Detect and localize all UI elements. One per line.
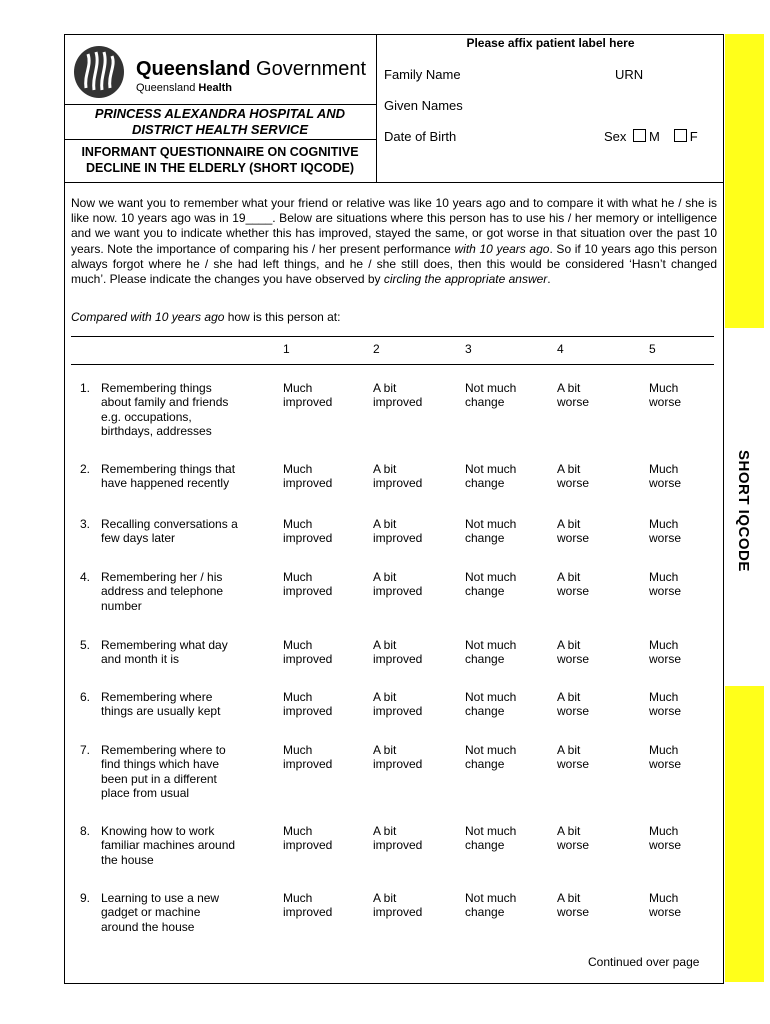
answer-option-line: A bit (557, 891, 581, 905)
question-line: number (101, 598, 142, 613)
answer-option-line: A bit (557, 570, 581, 584)
answer-option-line: improved (373, 652, 423, 667)
dob-label: Date of Birth (384, 129, 457, 144)
answer-option-line: improved (373, 838, 423, 853)
answer-option-line: Much (649, 381, 679, 395)
answer-option-2[interactable] (373, 570, 422, 599)
answer-option-line: Not much (465, 381, 517, 395)
answer-option-3[interactable] (465, 743, 516, 772)
answer-option-line: worse (557, 838, 590, 853)
yellow-tab-bottom (725, 686, 764, 982)
table-top-rule (71, 336, 714, 337)
answer-option-line: improved (373, 905, 423, 920)
answer-option-line: improved (283, 531, 333, 546)
answer-option-1[interactable] (283, 517, 332, 546)
question-line: place from usual (101, 786, 190, 801)
sex-field (604, 129, 698, 144)
answer-option-line: worse (557, 584, 590, 599)
answer-option-line: change (465, 757, 505, 772)
answer-option-3[interactable] (465, 462, 516, 491)
scale-header-5: 5 (649, 342, 656, 356)
answer-option-2[interactable] (373, 690, 422, 719)
answer-option-1[interactable] (283, 743, 332, 772)
answer-option-line: A bit (373, 743, 397, 757)
answer-option-3[interactable] (465, 638, 516, 667)
instructions-paragraph: Now we want you to remember what your friend or relative was like 10 years ago and to compare it with what he / she is like now. 10 years ago was in 19____. Below are situations where this person has to use his / her memory or intelligence and we want you to indicate whether this has improved, stayed the same, or got worse in that situation over the past 10 years. Note the importance of comparing his / her present performance with 10 years ago. So if 10 years ago this person always forgot where he / she had left things, and he / she still does, then this would be considered ‘Hasn’t changed much’. Please indicate the changes you have observed by circling the appropriate answer. (71, 196, 718, 287)
answer-option-line: Much (283, 570, 313, 584)
answer-option-line: worse (557, 652, 590, 667)
answer-option-line: Much (649, 891, 679, 905)
answer-option-2[interactable] (373, 381, 422, 410)
question-number: 2. (79, 462, 90, 476)
answer-option-line: worse (649, 838, 682, 853)
answer-option-line: A bit (557, 517, 581, 531)
answer-option-line: A bit (557, 824, 581, 838)
answer-option-line: change (465, 905, 505, 920)
queensland-health-logo (72, 44, 372, 100)
hospital-name: PRINCESS ALEXANDRA HOSPITAL AND DISTRICT HEALTH SERVICE (94, 106, 346, 137)
answer-option-1[interactable] (283, 638, 332, 667)
question-text (101, 824, 261, 867)
answer-option-line: improved (373, 395, 423, 410)
answer-option-line: A bit (373, 381, 397, 395)
answer-option-1[interactable] (283, 824, 332, 853)
answer-option-line: worse (649, 584, 682, 599)
answer-option-line: Not much (465, 570, 517, 584)
answer-option-line: improved (373, 531, 423, 546)
answer-option-line: A bit (557, 462, 581, 476)
answer-option-line: worse (649, 531, 682, 546)
answer-option-4[interactable] (557, 824, 589, 853)
question-number: 7. (79, 743, 90, 757)
question-line: Remembering what day (101, 638, 228, 652)
question-number: 5. (79, 638, 90, 652)
question-text (101, 462, 261, 491)
answer-option-4[interactable] (557, 462, 589, 491)
answer-option-line: improved (283, 476, 333, 491)
question-number: 6. (79, 690, 90, 704)
question-number: 3. (79, 517, 90, 531)
answer-option-line: improved (283, 757, 333, 772)
answer-option-line: Not much (465, 517, 517, 531)
answer-option-line: A bit (373, 638, 397, 652)
answer-option-4[interactable] (557, 743, 589, 772)
question-line: been put in a different (101, 771, 217, 786)
answer-option-line: improved (373, 584, 423, 599)
answer-option-1[interactable] (283, 462, 332, 491)
answer-option-line: A bit (557, 381, 581, 395)
answer-option-line: A bit (557, 690, 581, 704)
answer-option-line: Not much (465, 891, 517, 905)
answer-option-line: Much (283, 891, 313, 905)
question-line: Remembering things that (101, 462, 236, 476)
answer-option-line: Much (649, 743, 679, 757)
question-line: Remembering things (101, 381, 212, 395)
logo-wordmark: Queensland Government (136, 58, 367, 80)
scale-header-3: 3 (465, 342, 472, 356)
question-line: find things which have (101, 757, 220, 772)
answer-option-1[interactable] (283, 690, 332, 719)
answer-option-line: Much (649, 570, 679, 584)
answer-option-5[interactable] (649, 517, 681, 546)
scale-header-1: 1 (283, 342, 290, 356)
question-text (101, 517, 261, 546)
answer-option-line: improved (283, 584, 333, 599)
table-header-rule (71, 364, 714, 365)
questionnaire-title: INFORMANT QUESTIONNAIRE ON COGNITIVE DECLINE IN THE ELDERLY (SHORT IQCODE) (81, 145, 359, 175)
header-rule-3 (64, 182, 724, 183)
answer-option-line: change (465, 838, 505, 853)
question-text (101, 891, 261, 934)
answer-option-line: worse (557, 905, 590, 920)
answer-option-line: A bit (373, 570, 397, 584)
answer-option-line: improved (283, 704, 333, 719)
answer-option-line: Much (649, 517, 679, 531)
answer-option-line: worse (649, 757, 682, 772)
answer-option-line: change (465, 652, 505, 667)
scale-header-2: 2 (373, 342, 380, 356)
answer-option-2[interactable] (373, 743, 422, 772)
answer-option-line: Much (283, 824, 313, 838)
question-line: Learning to use a new (101, 891, 220, 905)
side-tab-label: SHORT IQCODE (735, 450, 752, 572)
question-line: few days later (101, 531, 176, 546)
answer-option-3[interactable] (465, 381, 516, 410)
answer-option-line: Much (649, 462, 679, 476)
question-line: around the house (101, 919, 195, 934)
question-line: have happened recently (101, 476, 230, 491)
answer-option-3[interactable] (465, 517, 516, 546)
answer-option-5[interactable] (649, 570, 681, 599)
answer-option-5[interactable] (649, 824, 681, 853)
answer-option-line: improved (283, 395, 333, 410)
answer-option-2[interactable] (373, 638, 422, 667)
patient-label-heading: Please affix patient label here (466, 36, 635, 50)
question-text (101, 570, 261, 613)
answer-option-line: change (465, 704, 505, 719)
answer-option-1[interactable] (283, 570, 332, 599)
answer-option-line: A bit (373, 462, 397, 476)
answer-option-line: worse (649, 704, 682, 719)
answer-option-4[interactable] (557, 381, 589, 410)
answer-option-line: improved (283, 652, 333, 667)
answer-option-5[interactable] (649, 462, 681, 491)
answer-option-line: Much (283, 517, 313, 531)
answer-option-line: worse (649, 395, 682, 410)
answer-option-line: Not much (465, 690, 517, 704)
question-line: familiar machines around (101, 838, 236, 853)
answer-option-line: Much (283, 743, 313, 757)
question-line: Knowing how to work (101, 824, 215, 838)
answer-option-line: Much (649, 638, 679, 652)
answer-option-3[interactable] (465, 690, 516, 719)
answer-option-2[interactable] (373, 462, 422, 491)
question-number: 4. (79, 570, 90, 584)
compared-prompt: Compared with 10 years ago how is this person at: (71, 310, 341, 324)
answer-option-line: worse (557, 531, 590, 546)
answer-option-line: worse (557, 395, 590, 410)
sex-m-label: M (649, 129, 660, 144)
answer-option-line: change (465, 584, 505, 599)
answer-option-line: improved (373, 704, 423, 719)
answer-option-4[interactable] (557, 690, 589, 719)
answer-option-5[interactable] (649, 638, 681, 667)
sex-f-label: F (689, 129, 698, 144)
question-text (101, 690, 261, 719)
answer-option-line: Not much (465, 462, 517, 476)
answer-option-2[interactable] (373, 517, 422, 546)
answer-option-line: worse (557, 757, 590, 772)
answer-option-line: A bit (373, 824, 397, 838)
question-text (101, 381, 261, 439)
header-rule-2 (64, 139, 377, 140)
question-line: Recalling conversations a (101, 517, 238, 531)
answer-option-line: improved (283, 838, 333, 853)
queensland-emblem-icon (72, 44, 128, 100)
question-line: address and telephone (101, 584, 224, 599)
answer-option-line: change (465, 531, 505, 546)
question-line: Remembering where (101, 690, 213, 704)
answer-option-line: worse (557, 704, 590, 719)
answer-option-line: Not much (465, 743, 517, 757)
answer-option-1[interactable] (283, 891, 332, 920)
question-line: e.g. occupations, (101, 409, 192, 424)
answer-option-line: Much (283, 381, 313, 395)
given-names-label: Given Names (384, 98, 463, 113)
question-line: and month it is (101, 652, 180, 667)
answer-option-5[interactable] (649, 690, 681, 719)
answer-option-line: A bit (557, 638, 581, 652)
answer-option-2[interactable] (373, 891, 422, 920)
question-text (101, 743, 261, 801)
answer-option-3[interactable] (465, 891, 516, 920)
question-text (101, 638, 261, 667)
question-number: 9. (79, 891, 90, 905)
answer-option-line: change (465, 395, 505, 410)
question-line: Remembering where to (101, 743, 226, 757)
answer-option-4[interactable] (557, 570, 589, 599)
answer-option-line: worse (649, 905, 682, 920)
answer-option-line: Not much (465, 824, 517, 838)
answer-option-line: Not much (465, 638, 517, 652)
question-number: 8. (79, 824, 90, 838)
urn-label: URN (615, 67, 644, 82)
question-line: Remembering her / his (101, 570, 223, 584)
answer-option-2[interactable] (373, 824, 422, 853)
question-number: 1. (79, 381, 90, 395)
answer-option-line: Much (283, 462, 313, 476)
answer-option-5[interactable] (649, 891, 681, 920)
answer-option-line: Much (649, 690, 679, 704)
question-line: the house (101, 852, 154, 867)
answer-option-5[interactable] (649, 381, 681, 410)
header-divider (376, 34, 377, 182)
answer-option-line: A bit (557, 743, 581, 757)
answer-option-line: worse (557, 476, 590, 491)
answer-option-line: Much (283, 690, 313, 704)
answer-option-4[interactable] (557, 517, 589, 546)
answer-option-line: worse (649, 652, 682, 667)
answer-option-line: Much (649, 824, 679, 838)
continued-note: Continued over page (588, 955, 700, 969)
answer-option-line: Much (283, 638, 313, 652)
header-rule-1 (64, 104, 377, 105)
family-name-label: Family Name (384, 67, 461, 82)
answer-option-5[interactable] (649, 743, 681, 772)
sex-m-checkbox[interactable] (633, 129, 646, 142)
question-line: things are usually kept (101, 704, 221, 719)
logo-subtitle: Queensland Health (136, 82, 233, 94)
answer-option-line: A bit (373, 517, 397, 531)
yellow-tab-top (725, 34, 764, 328)
answer-option-line: improved (283, 905, 333, 920)
answer-option-3[interactable] (465, 570, 516, 599)
sex-f-checkbox[interactable] (674, 129, 687, 142)
answer-option-line: improved (373, 476, 423, 491)
answer-option-4[interactable] (557, 891, 589, 920)
answer-option-line: A bit (373, 690, 397, 704)
question-line: gadget or machine (101, 905, 201, 920)
answer-option-line: change (465, 476, 505, 491)
answer-option-line: improved (373, 757, 423, 772)
answer-option-line: A bit (373, 891, 397, 905)
answer-option-3[interactable] (465, 824, 516, 853)
answer-option-1[interactable] (283, 381, 332, 410)
answer-option-line: worse (649, 476, 682, 491)
scale-header-4: 4 (557, 342, 564, 356)
answer-option-4[interactable] (557, 638, 589, 667)
sex-label: Sex (604, 129, 627, 144)
question-line: birthdays, addresses (101, 424, 212, 439)
question-line: about family and friends (101, 395, 229, 410)
